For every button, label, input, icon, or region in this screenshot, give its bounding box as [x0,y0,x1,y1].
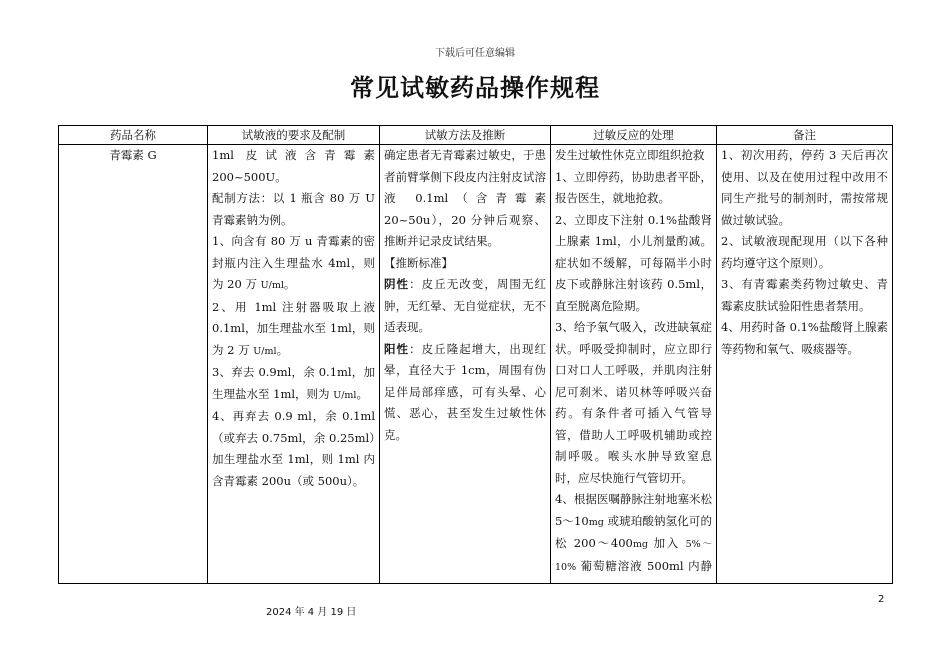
cell-remarks [717,145,893,584]
treatment-step-4-d: 葡萄糖溶液 500ml 内静 [580,558,712,573]
prep-note [212,578,375,581]
remark-2: 2、试敏液现配现用（以下各种药均遵守这个原则）。 [721,234,888,270]
criteria-header: 【推断标准】 [384,255,453,270]
column-header-drug-name: 药品名称 [59,126,208,145]
header-note: 下载后可任意编辑 [435,48,515,59]
column-header-preparation: 试敏液的要求及配制 [208,126,380,145]
prep-paragraph-5 [212,362,375,406]
table-row [59,145,893,584]
cell-method [380,145,551,584]
remark-4: 4、用药时备 0.1%盐酸肾上腺素等药物和氧气、吸痰器等。 [721,320,888,356]
treatment-step-1: 1、立即停药，协助患者平卧，报告医生，就地抢救。 [555,169,712,205]
prep-step-3-text: 3、弃去 0.9ml，余 0.1ml，加生理盐水至 1ml，则为 [212,365,375,401]
prep-paragraph-3 [212,231,375,297]
document-title: 常见试敏药品操作规程 [350,74,600,102]
drug-test-table [58,125,893,584]
cell-preparation [208,145,380,584]
remark-1: 1、初次用药，停药 3 天后再次使用、以及在使用过程中改用不同生产批号的制剂时，需按常规做过敏试验。 [721,148,888,227]
column-header-remarks: 备注 [717,126,893,145]
positive-text: ：皮丘隆起增大，出现红晕，直径大于 1cm，周围有伪足伴局部痒感，可有头晕、心慌、恶心，甚至发生过敏性休克。 [384,341,546,442]
prep-step-3-end: 。 [356,386,368,401]
column-header-method: 试敏方法及推断 [380,126,551,145]
treatment-step-4-a: 4、根据医嘱静脉注射地塞米松 5～10 [555,492,712,528]
positive-label: 阳性 [384,341,410,356]
negative-text: ：皮丘无改变，周围无红肿，无红晕、无自觉症状，无不适表现。 [384,277,546,334]
prep-step-2-text: 2、用 1ml 注射器吸取上液 0.1ml，加生理盐水至 1ml，则为 2 万 [212,299,375,357]
prep-step-3-unit: U/ml [333,389,357,401]
prep-step-1-unit: U/ml [260,280,284,291]
treatment-step-4-unit-1: mg [588,516,604,528]
treatment-step-4-b: 或琥珀酸钠氢化可的松 200～400 [555,513,712,550]
prep-step-2-end: 。 [276,342,289,357]
treatment-step-4-unit-3: 5%～10% [555,539,712,573]
table-header-row [59,126,893,145]
footer-date: 2024 年 4 月 19 日 [266,607,357,618]
positive-criteria [384,339,546,447]
prep-paragraph-6: 4、再弃去 0.9 ml，余 0.1ml（或弃去 0.75ml，余 0.25ml）加生理盐水至 1ml，则 1ml 内含青霉素 200u（或 500u）。 [212,409,375,488]
negative-criteria [384,274,546,339]
cell-treatment [551,145,717,584]
treatment-step-4-unit-2: mg [632,539,648,550]
cell-drug-name [59,145,208,584]
prep-paragraph-1: 1ml 皮试液含青霉素 200~500U。 [212,148,375,184]
column-header-treatment: 过敏反应的处理 [551,126,717,145]
page-number: 2 [878,594,885,605]
prep-step-2-unit: U/ml [253,345,277,357]
prep-step-1-text: 1、向含有 80 万 u 青霉素的密封瓶内注入生理盐水 4ml，则为 20 万 [212,234,375,291]
treatment-intro: 发生过敏性休克立即组织抢救 [555,148,705,162]
treatment-step-4-c: 加入 [647,536,686,550]
remark-3: 3、有青霉素类药物过敏史、青霉素皮肤试验阳性患者禁用。 [721,277,888,313]
method-paragraph-1: 确定患者无青霉素过敏史，于患者前臂掌侧下段皮内注射皮试溶液 0.1ml（含青霉素 20~50u），20 分钟后观察、推断并记录皮试结果。 [384,148,546,248]
treatment-step-2: 2、立即皮下注射 0.1%盐酸肾上腺素 1ml，小儿剂量酌减。症状如不缓解，可每隔半小时皮下或静脉注射该药 0.5ml，直至脱离危险期。 [555,212,712,313]
prep-paragraph-2: 配制方法：以 1 瓶含 80 万 U 青霉素钠为例。 [212,191,375,227]
treatment-step-4 [555,489,712,581]
treatment-step-3: 3、给予氧气吸入，改进缺氧症状。呼吸受抑制时，应立即行口对口人工呼吸，并肌肉注射尼可刹米、诺贝林等呼吸兴奋药。有条件者可插入气管导管，借助人工呼吸机辅助或控制呼吸。喉头水肿导致窒息时，应尽快施行气管切开。 [555,320,712,485]
drug-name: 青霉素 G [109,148,157,162]
prep-step-1-end: 。 [283,277,296,291]
prep-paragraph-4 [212,297,375,363]
negative-label: 阴性 [384,277,410,291]
